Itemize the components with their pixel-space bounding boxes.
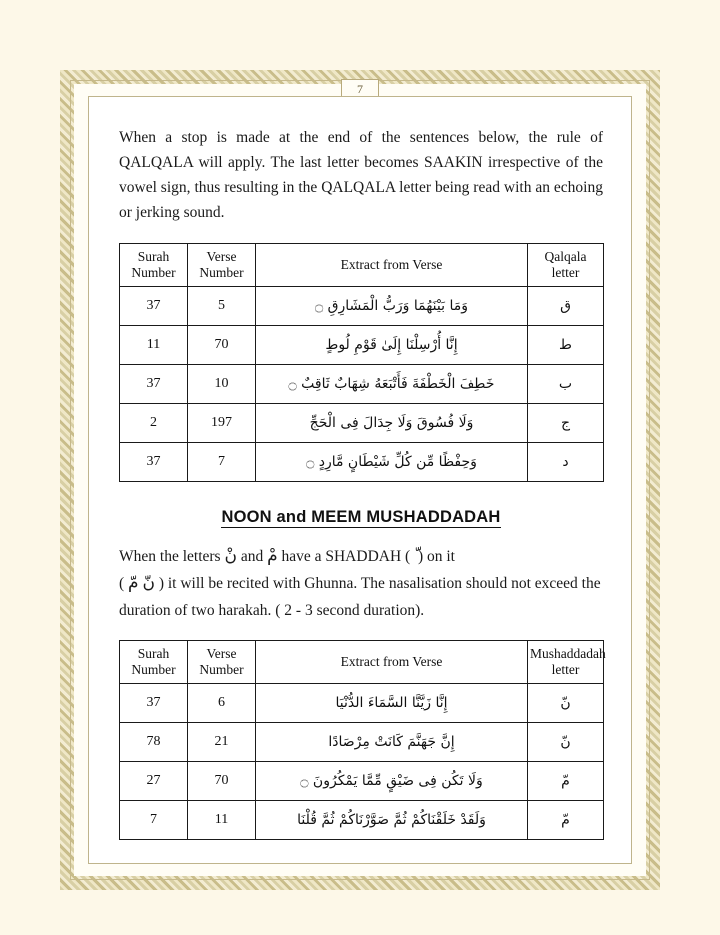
header-extract-from-verse: Extract from Verse xyxy=(256,641,528,684)
cell-verse-number: 7 xyxy=(188,443,256,482)
table-header-row xyxy=(120,641,604,684)
page-number: 7 xyxy=(341,79,379,100)
cell-verse-number: 197 xyxy=(188,404,256,443)
cell-verse-extract: إِنَّ جَهَنَّمَ كَانَتْ مِرْصَادًا xyxy=(256,723,528,762)
cell-verse-extract: وَلَا تَكُن فِى ضَيْقٍ مِّمَّا يَمْكُرُونَ ۝ xyxy=(256,762,528,801)
header-line: Surah xyxy=(137,249,170,264)
cell-surah-number: 78 xyxy=(120,723,188,762)
header-line: Number xyxy=(131,662,176,677)
cell-verse-extract: وَحِفْظًا مِّن كُلِّ شَيْطَانٍ مَّارِدٍ ۝ xyxy=(256,443,528,482)
header-extract-from-verse: Extract from Verse xyxy=(256,244,528,287)
cell-qalqala-letter: ق xyxy=(528,287,604,326)
cell-mushaddadah-letter: نّ xyxy=(528,723,604,762)
cell-verse-number: 5 xyxy=(188,287,256,326)
header-line: Qalqala xyxy=(544,249,587,264)
header-line: Verse xyxy=(206,249,237,264)
cell-verse-extract: وَلَقَدْ خَلَقْنَاكُمْ ثُمَّ صَوَّرْنَاكُمْ ثُمَّ قُلْنَا xyxy=(256,801,528,840)
cell-surah-number: 7 xyxy=(120,801,188,840)
cell-mushaddadah-letter: نّ xyxy=(528,684,604,723)
table-row xyxy=(120,287,604,326)
header-line: letter xyxy=(551,662,580,677)
cell-qalqala-letter: د xyxy=(528,443,604,482)
paragraph-segment: ) it will be recited with Ghunna. The nasalisation should not exceed the duration of two harakah. ( 2 - 3 second duration). xyxy=(119,575,601,619)
meem-glyph: مْ xyxy=(267,546,278,566)
header-line: letter xyxy=(551,265,580,280)
cell-verse-number: 11 xyxy=(188,801,256,840)
section-heading-text: NOON and MEEM MUSHADDADAH xyxy=(221,508,501,526)
cell-qalqala-letter: ج xyxy=(528,404,604,443)
table-row xyxy=(120,404,604,443)
cell-verse-extract: وَمَا بَيْنَهُمَا وَرَبُّ الْمَشَارِقِ ۝ xyxy=(256,287,528,326)
table-row xyxy=(120,762,604,801)
intro-paragraph: When a stop is made at the end of the sentences below, the rule of QALQALA will apply. The last letter becomes SAAKIN irrespective of the vowel sign, thus resulting in the QALQALA letter being read with an echoing or jerking sound. xyxy=(119,129,603,221)
header-line: Surah xyxy=(137,646,170,661)
table-row xyxy=(120,326,604,365)
table-row xyxy=(120,684,604,723)
cell-verse-number: 70 xyxy=(188,762,256,801)
qalqala-table xyxy=(119,243,604,482)
paragraph-segment: ( xyxy=(119,575,125,592)
cell-verse-extract: وَلَا فُسُوقَ وَلَا جِدَالَ فِى الْحَجِّ xyxy=(256,404,528,443)
cell-qalqala-letter: ب xyxy=(528,365,604,404)
table-row xyxy=(120,723,604,762)
header-surah-number xyxy=(120,244,188,287)
paragraph-segment: and xyxy=(240,548,264,565)
paragraph-segment: When the letters xyxy=(119,548,221,565)
cell-surah-number: 37 xyxy=(120,443,188,482)
header-verse-number xyxy=(188,244,256,287)
cell-verse-number: 10 xyxy=(188,365,256,404)
cell-surah-number: 2 xyxy=(120,404,188,443)
content-column xyxy=(119,125,606,840)
meem-shaddah-glyph: مّ xyxy=(128,573,139,593)
paragraph-segment: ) on it xyxy=(417,548,455,565)
header-line: Number xyxy=(131,265,176,280)
table-row xyxy=(120,443,604,482)
header-line: Verse xyxy=(206,646,237,661)
header-surah-number xyxy=(120,641,188,684)
cell-verse-number: 21 xyxy=(188,723,256,762)
cell-surah-number: 11 xyxy=(120,326,188,365)
header-mushaddadah-letter xyxy=(528,641,604,684)
cell-surah-number: 37 xyxy=(120,365,188,404)
cell-verse-extract: إِنَّا زَيَّنَّا السَّمَاءَ الدُّنْيَا xyxy=(256,684,528,723)
table-header-row xyxy=(120,244,604,287)
cell-verse-extract: خَطِفَ الْخَطْفَةَ فَأَتْبَعَهُ شِهَابٌ ثَاقِبٌ ۝ xyxy=(256,365,528,404)
cell-surah-number: 27 xyxy=(120,762,188,801)
header-line: Mushaddadah xyxy=(530,646,606,661)
page-content-area xyxy=(88,96,632,864)
table-row xyxy=(120,365,604,404)
table-row xyxy=(120,801,604,840)
section-paragraph xyxy=(119,543,603,624)
cell-surah-number: 37 xyxy=(120,684,188,723)
header-line: Number xyxy=(199,662,244,677)
header-qalqala-letter xyxy=(528,244,604,287)
cell-verse-number: 6 xyxy=(188,684,256,723)
cell-mushaddadah-letter: مّ xyxy=(528,801,604,840)
section-heading xyxy=(119,508,603,527)
noon-shaddah-glyph: نّ xyxy=(142,573,155,593)
header-verse-number xyxy=(188,641,256,684)
noon-glyph: نْ xyxy=(224,546,237,566)
header-line: Number xyxy=(199,265,244,280)
cell-verse-number: 70 xyxy=(188,326,256,365)
cell-verse-extract: إِنَّا أُرْسِلْنَا إِلَىٰ قَوْمِ لُوطٍ xyxy=(256,326,528,365)
cell-surah-number: 37 xyxy=(120,287,188,326)
paragraph-segment: have a SHADDAH ( xyxy=(281,548,411,565)
mushaddadah-table xyxy=(119,640,604,840)
cell-qalqala-letter: ط xyxy=(528,326,604,365)
cell-mushaddadah-letter: مّ xyxy=(528,762,604,801)
